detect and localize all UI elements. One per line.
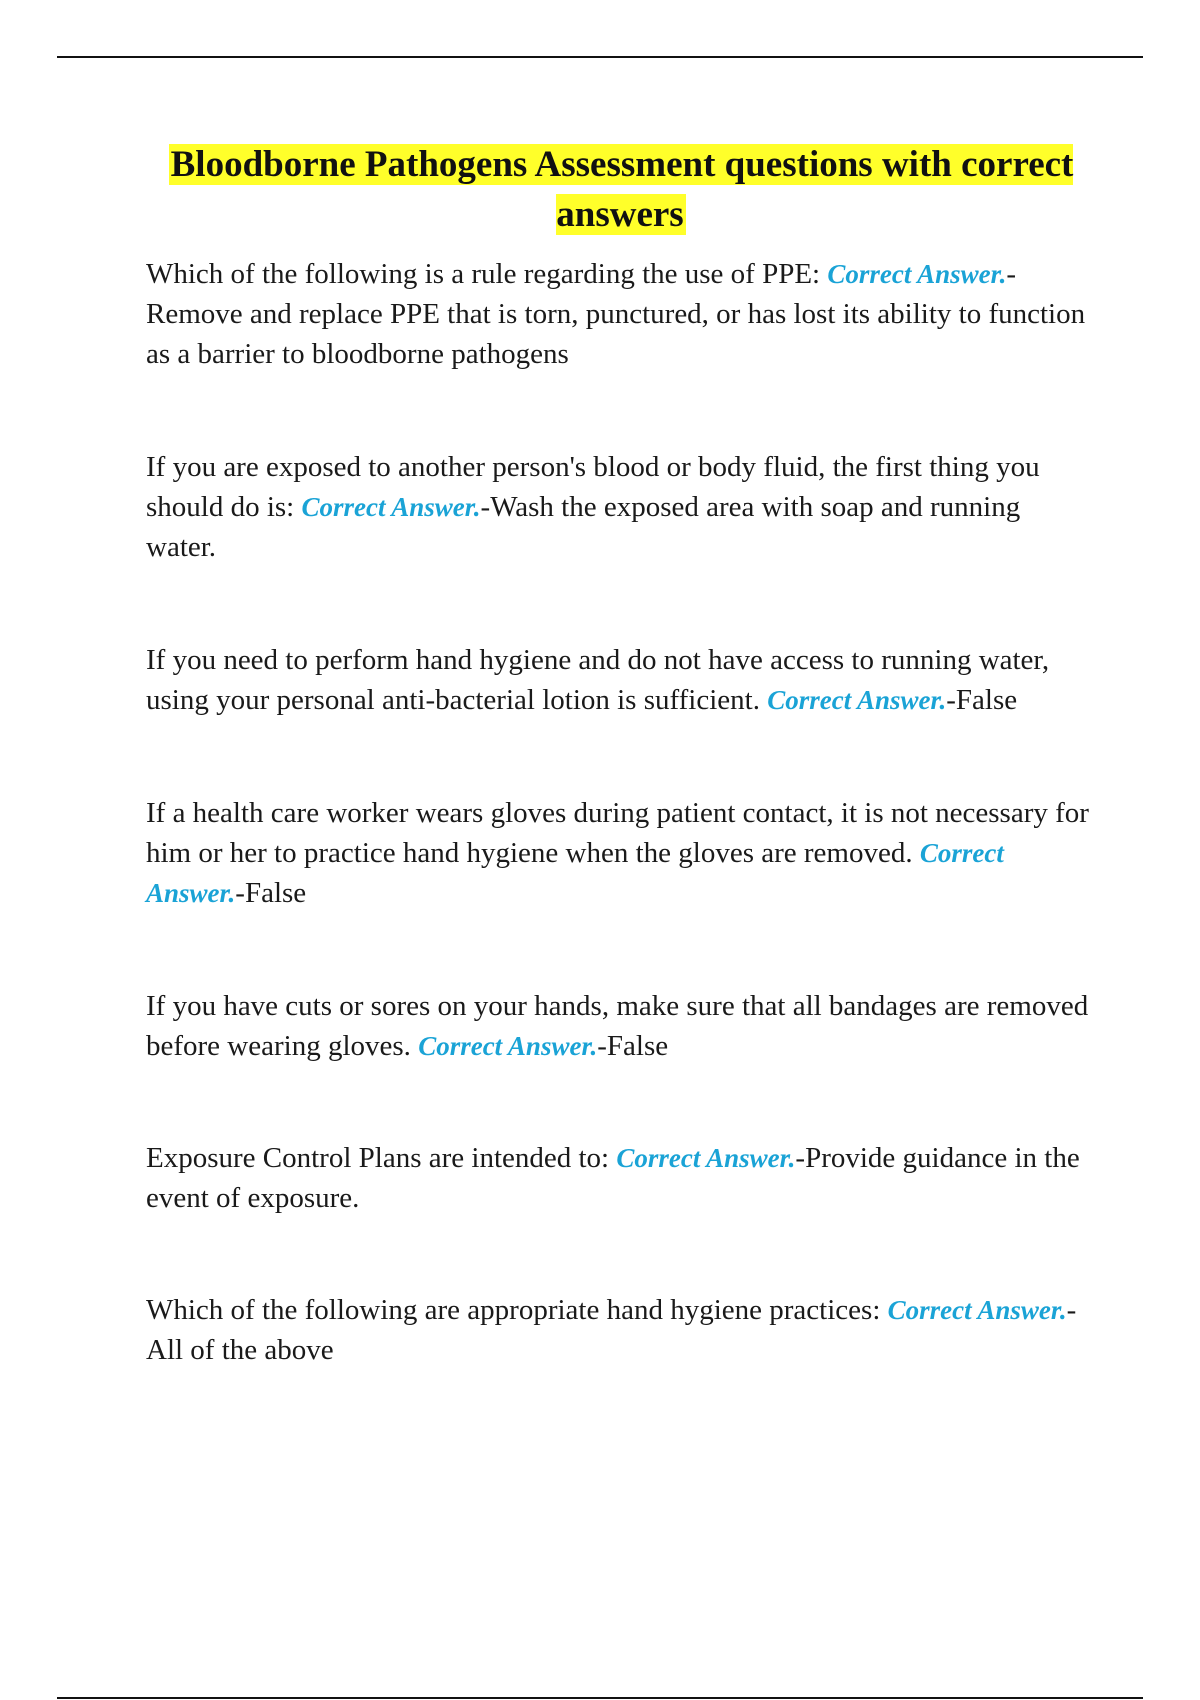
answer-text: -Wash the exposed area with soap and running water.: [146, 491, 1021, 563]
question-text: Exposure Control Plans are intended to:: [146, 1142, 617, 1174]
correct-answer-label: Correct Answer.: [616, 1143, 796, 1173]
correct-answer-label: Correct Answer.: [301, 492, 481, 522]
question-text: If you need to perform hand hygiene and do not have access to running water, using your personal anti-bacterial lotion is sufficient.: [146, 644, 1050, 716]
correct-answer-label: Correct Answer.: [146, 838, 1004, 908]
question-text: Which of the following is a rule regarding the use of PPE:: [146, 258, 828, 290]
correct-answer-label: Correct Answer.: [887, 1295, 1067, 1325]
qa-item-7: [146, 1290, 1096, 1370]
qa-item-6: [146, 1138, 1096, 1218]
qa-item-1: [146, 254, 1096, 374]
document-body: [146, 140, 1096, 1370]
question-text: If you have cuts or sores on your hands, make sure that all bandages are removed before wearing gloves.: [146, 990, 1089, 1062]
question-text: Which of the following are appropriate hand hygiene practices:: [146, 1294, 888, 1326]
correct-answer-label: Correct Answer.: [767, 685, 947, 715]
qa-item-2: [146, 447, 1096, 567]
question-text: If you are exposed to another person's blood or body fluid, the first thing you should do is:: [146, 451, 1040, 523]
top-rule: [57, 56, 1143, 58]
answer-text: -False: [946, 684, 1018, 716]
answer-text: -Provide guidance in the event of exposure.: [146, 1142, 1080, 1214]
document-title-text: Bloodborne Pathogens Assessment questions with correct answers: [170, 144, 1074, 235]
bottom-rule: [57, 1697, 1143, 1699]
correct-answer-label: Correct Answer.: [827, 259, 1007, 289]
document-title: [146, 140, 1096, 240]
correct-answer-label: Correct Answer.: [418, 1031, 598, 1061]
answer-text: -All of the above: [146, 1294, 1077, 1366]
question-text: If a health care worker wears gloves during patient contact, it is not necessary for him or her to practice hand hygiene when the gloves are removed.: [146, 797, 1089, 869]
qa-item-5: [146, 986, 1096, 1066]
answer-text: -False: [597, 1030, 669, 1062]
answer-text: -False: [235, 877, 307, 909]
qa-item-3: [146, 640, 1096, 720]
qa-item-4: [146, 793, 1096, 913]
answer-text: -Remove and replace PPE that is torn, punctured, or has lost its ability to function as a barrier to bloodborne pathogens: [146, 258, 1086, 370]
